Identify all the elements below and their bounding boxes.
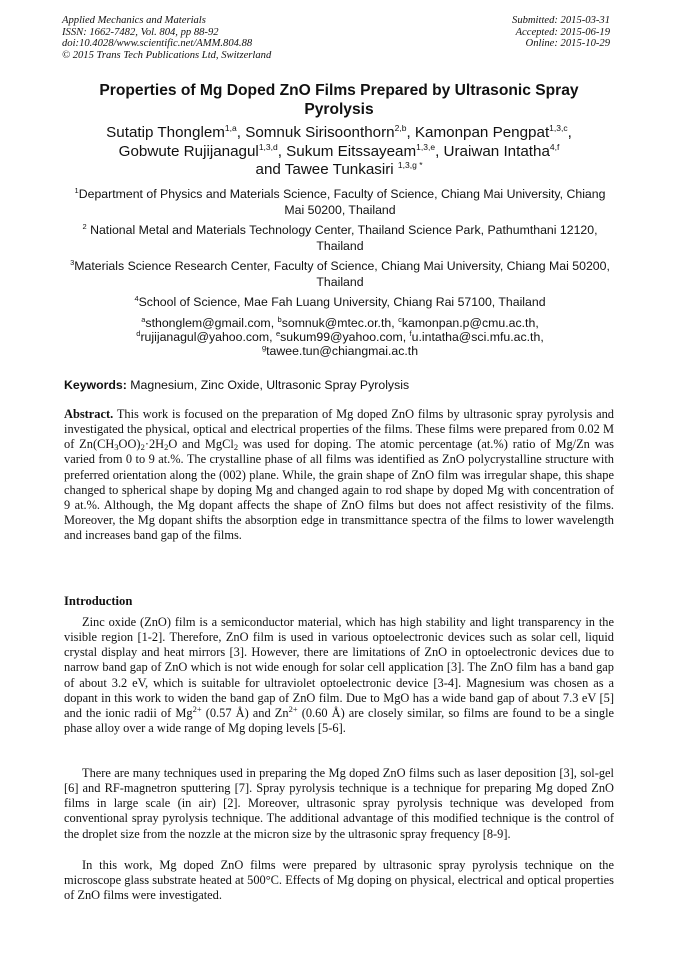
affiliation-1 (70, 186, 610, 218)
author (444, 143, 560, 160)
affiliation-text: Materials Science Research Center, Faculty of Science, Chiang Mai University, Chiang Mai 50200, Thailand (74, 259, 610, 290)
author: Sukum Eitssayeam$^{1,3,e}$, (286, 141, 444, 160)
email-link[interactable]: tawee.tun@chiangmai.ac.th (266, 344, 419, 359)
keywords (64, 378, 409, 392)
author: Sutatip Thonglem$^{1,a}$, (106, 123, 246, 141)
copyright-line: © 2015 Trans Tech Publications Ltd, Switzerland (62, 49, 272, 61)
author-name: Somnuk Sirisoonthorn (245, 124, 395, 141)
author-name: Gobwute Rujijanagul (118, 142, 259, 160)
affiliation-text: Department of Physics and Materials Science, Faculty of Science, Chiang Mai University, Chiang Mai 50200, Thailand (78, 187, 606, 218)
issn-line: ISSN: 1662-7482, Vol. 804, pp 88-92 (62, 26, 219, 38)
author-affiliation-mark: 1,3,d (258, 141, 278, 152)
paper-title: Properties of Mg Doped ZnO Films Prepared by Ultrasonic Spray Pyrolysis (99, 82, 579, 118)
abstract-label: Abstract. (64, 407, 114, 421)
author (256, 161, 423, 178)
affiliation-number: 4 (134, 294, 139, 303)
author-list (64, 124, 614, 180)
author-name: Kamonpan Pengpat (414, 124, 550, 141)
publication-dates (512, 15, 610, 50)
keywords-text: Magnesium, Zinc Oxide, Ultrasonic Spray Pyrolysis (130, 378, 410, 392)
affiliation-number: 1 (74, 186, 79, 195)
affiliation-2 (70, 222, 610, 254)
journal-name: Applied Mechanics and Materials (62, 15, 206, 26)
email-link[interactable]: rujijanagul@yahoo.com (140, 330, 270, 345)
intro-paragraph-3: In this work, Mg doped ZnO films were prepared by ultrasonic spray pyrolysis technique on the microscope glass substrate heated at 500°C. Effects of Mg doping on physical, electrical and optical properties of ZnO films were investigated. (64, 858, 614, 903)
intro-paragraph-2: There are many techniques used in preparing the Mg doped ZnO films such as laser deposition [3], sol-gel [6] and RF-magnetron sputtering [7]. Spray pyrolysis technique is a technique for preparing Mg doped ZnO films in large scale (in air) [2]. Moreover, ultrasonic spray pyrolysis technique was developed from conventional spray pyrolysis technique. The additional advantage of this modified technique is the control of the droplet size from the nozzle at the micron size by the ultrasonic spray frequency [8-9]. (64, 766, 614, 841)
author: Somnuk Sirisoonthorn$^{2,b}$, (245, 123, 415, 141)
publication-info (62, 15, 271, 61)
author-name: Sutatip Thonglem (106, 124, 225, 141)
email-link[interactable]: sukum99@yahoo.com (280, 330, 403, 345)
section-heading-introduction: Introduction (64, 594, 133, 608)
doi-link[interactable]: doi:10.4028/www.scientific.net/AMM.804.88 (62, 38, 253, 50)
email-link[interactable]: u.intatha@sci.mfu.ac.th (411, 330, 541, 345)
accepted-date: Accepted: 2015-06-19 (515, 26, 610, 38)
affiliation-3 (70, 258, 610, 290)
affiliation-text: School of Science, Mae Fah Luang University, Chiang Rai 57100, Thailand (138, 295, 546, 309)
affiliation-number: 3 (70, 258, 75, 267)
affiliation-number: 2 (82, 222, 87, 231)
author-affiliation-mark: 1,3,c (549, 123, 568, 133)
abstract: Abstract. This work is focused on the preparation of Mg doped ZnO films by ultrasonic spray pyrolysis and investigated the physical, optical and electrical properties of the films. These films were prepared from 0.02 M of $Zn(CH_3OO)_2\cdot 2H_2O$ and MgCl$_2$ was used for doping. The atomic percentage (at.%) ratio of Mg/Zn was varied from 0 to 9 at.%. The crystalline phase of all films was identified as ZnO polycrystalline structure with preferred orientation along the (002) plane. While, the grain shape of ZnO film was irregular shape, this shape changed to spherical shape by doping Mg and changed again to rod shape by doped Mg with concentration of 9 at.%. Although, the Mg dopant affects the shape of ZnO films but does not affect resistivity of the films. Moreover, the Mg dopant shifts the absorption edge in transmittance spectra of the films to lower wavelength and increases band gap of the films. (64, 407, 614, 543)
intro-paragraph-1: Zinc oxide (ZnO) film is a semiconductor material, which has high stability and light transparency in the visible region [1-2]. Therefore, ZnO film is used in various optoelectronic devices such as solar cell, liquid crystal display and heat mirrors [3]. However, there are limitations of ZnO in optoelectronic devices due to narrow band gap of ZnO which is not wide enough for solar cell application [3]. The ZnO film has a band gap of about 3.2 eV, which is suitable for ultraviolet optoelectronic device [3-4]. Magnesium was chosen as a dopant in this work to widen the band gap of ZnO film. Due to MgO has a wide band gap of about 7.3 eV [5] and the ionic radii of $Mg^{2+}$ (0.57 Å) and $Zn^{2+}$ (0.60 Å) are closely similar, so films are found to be a single phase alloy over a wide range of Mg doping levels [5-6]. (64, 615, 615, 736)
author-affiliation-mark: 1,3,g * (397, 160, 423, 171)
affiliation-text: National Metal and Materials Technology Center, Thailand Science Park, Pathumthani 12120, Thailand (86, 223, 598, 254)
author-affiliation-mark: 1,3,e (416, 141, 436, 152)
online-date: Online: 2015-10-29 (525, 38, 610, 50)
keywords-label: Keywords: (64, 378, 127, 392)
submitted-date: Submitted: 2015-03-31 (512, 15, 610, 26)
author-affiliation-mark: 2,b (394, 123, 407, 133)
email-link[interactable]: somnuk@mtec.or.th (281, 316, 392, 330)
author-name: Uraiwan Intatha (443, 142, 550, 160)
affiliation-4 (70, 294, 610, 310)
author-affiliation-mark: 1,a (224, 123, 237, 133)
author-affiliation-mark: 4,f (549, 141, 560, 152)
author: Kamonpan Pengpat$^{1,3,c}$, (414, 123, 572, 141)
author-name: and Tawee Tunkasiri (255, 161, 394, 179)
email-link[interactable]: sthonglem@gmail.com (145, 316, 271, 330)
author: Gobwute Rujijanagul$^{1,3,d}$, (118, 141, 287, 160)
email-link[interactable]: kamonpan.p@cmu.ac.th (401, 316, 536, 330)
author-name: Sukum Eitssayeam (286, 142, 417, 160)
email-list: $^a$sthonglem@gmail.com, $^b$somnuk@mtec.or.th, $^c$kamonpan.p@cmu.ac.th, $^d$rujijanagul@yahoo.com, $^e$sukum99@yahoo.com, $^f$u.intatha@sci.mfu.ac.th, $^g$tawee.tun@chiangmai.ac.th (136, 315, 544, 359)
